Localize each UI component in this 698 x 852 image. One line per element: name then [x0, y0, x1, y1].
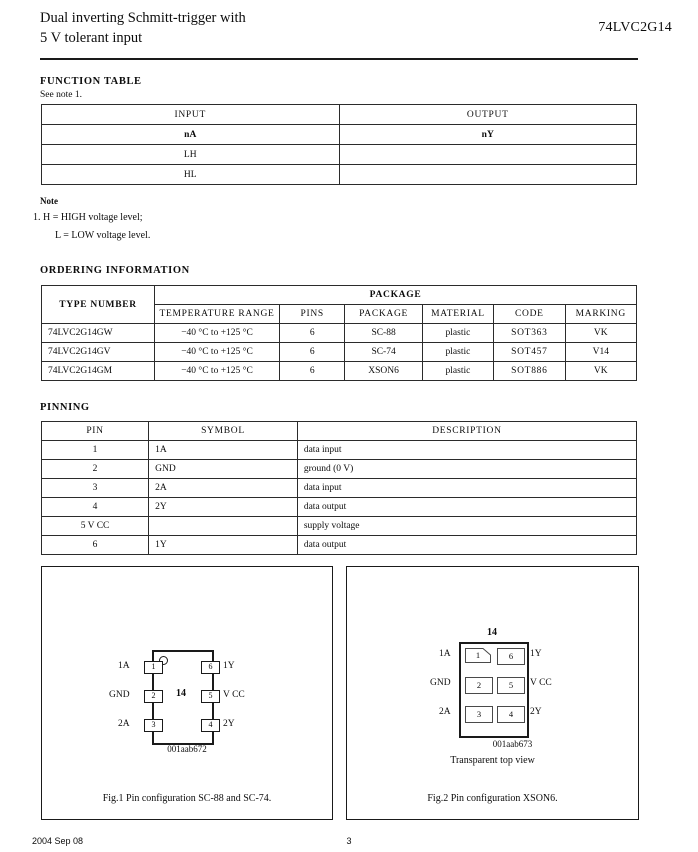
ordering-material: plastic: [422, 343, 493, 362]
figure-sc88-sc74: [41, 566, 333, 820]
ordering-temp: −40 °C to +125 °C: [155, 362, 280, 381]
pad-label-2a: 2A: [439, 707, 451, 717]
pinning-table: [41, 421, 637, 555]
pad-pin-1: [465, 648, 491, 663]
ordering-col-material: MATERIAL: [422, 305, 493, 324]
pinning-symbol: 2Y: [149, 498, 298, 517]
pinning-description: data output: [297, 498, 636, 517]
function-table-note-ref: See note 1.: [40, 90, 82, 100]
function-row-1-output: [339, 145, 637, 165]
ordering-package: SC-74: [345, 343, 422, 362]
figure-drawing-id: 001aab673: [492, 739, 533, 749]
ordering-heading: ORDERING INFORMATION: [40, 265, 190, 276]
table-row: [42, 362, 637, 381]
lead-label-1a: 1A: [118, 661, 130, 671]
figure-caption: Fig.2 Pin configuration XSON6.: [427, 793, 558, 804]
function-table: [41, 104, 637, 185]
ordering-col-marking: MARKING: [565, 305, 636, 324]
lead-pin-6: 6: [201, 661, 220, 674]
pinning-symbol: 2A: [149, 479, 298, 498]
document-title-line1: Dual inverting Schmitt-trigger with: [40, 10, 246, 26]
pad-label-2y: 2Y: [530, 707, 542, 717]
table-row: [42, 324, 637, 343]
pinning-description: data input: [297, 441, 636, 460]
part-number: 74LVC2G14: [598, 20, 672, 35]
lead-label-2a: 2A: [118, 719, 130, 729]
pinning-symbol: GND: [149, 460, 298, 479]
pinning-pin: 4: [42, 498, 149, 517]
pad-pin-3: 3: [465, 706, 493, 723]
table-row: [42, 517, 637, 536]
table-row: [42, 536, 637, 555]
function-group-input: INPUT: [42, 105, 340, 125]
figure-drawing-id: 001aab672: [167, 744, 207, 754]
lead-label-vcc: V CC: [223, 690, 245, 700]
ordering-col-pins: PINS: [279, 305, 344, 324]
table-row: [42, 105, 637, 125]
document-title: [40, 8, 370, 48]
pinning-col-description: DESCRIPTION: [297, 422, 636, 441]
package-body-label: 14: [176, 688, 186, 699]
ordering-code: SOT886: [494, 362, 565, 381]
lead-pin-1: 1: [144, 661, 163, 674]
function-sub-na: nA: [42, 125, 340, 145]
package-body-label: 14: [487, 627, 497, 638]
pad-label-1y: 1Y: [530, 649, 542, 659]
ordering-package: SC-88: [345, 324, 422, 343]
ordering-pins: 6: [279, 362, 344, 381]
ordering-col-package: PACKAGE: [345, 305, 422, 324]
pinning-pin: 6: [42, 536, 149, 555]
ordering-pins: 6: [279, 324, 344, 343]
pinning-description: data output: [297, 536, 636, 555]
ordering-package: XSON6: [345, 362, 422, 381]
pinning-col-symbol: SYMBOL: [149, 422, 298, 441]
ordering-group-package: PACKAGE: [155, 286, 637, 305]
function-row-2-input: HL: [42, 165, 340, 185]
ordering-material: plastic: [422, 362, 493, 381]
note-line-1: 1. H = HIGH voltage level;: [33, 212, 143, 223]
pad-label-gnd: GND: [430, 678, 451, 688]
ordering-pins: 6: [279, 343, 344, 362]
pinning-description: data input: [297, 479, 636, 498]
note-line-2: L = LOW voltage level.: [55, 230, 151, 241]
pinning-pin: 5 V CC: [42, 517, 149, 536]
function-group-output: OUTPUT: [339, 105, 637, 125]
lead-pin-4: 4: [201, 719, 220, 732]
lead-label-1y: 1Y: [223, 661, 235, 671]
lead-pin-3: 3: [144, 719, 163, 732]
ordering-col-type-number: TYPE NUMBER: [42, 286, 155, 324]
pad-pin-2: 2: [465, 677, 493, 694]
function-row-1-input: LH: [42, 145, 340, 165]
ordering-marking: V14: [565, 343, 636, 362]
pad-label-1a: 1A: [439, 649, 451, 659]
lead-pin-5: 5: [201, 690, 220, 703]
footer-date: 2004 Sep 08: [32, 836, 84, 846]
pinning-pin: 2: [42, 460, 149, 479]
pinning-symbol: [149, 517, 298, 536]
pinning-symbol: 1A: [149, 441, 298, 460]
ordering-col-code: CODE: [494, 305, 565, 324]
table-row: [42, 286, 637, 305]
table-row: [42, 422, 637, 441]
ordering-marking: VK: [565, 362, 636, 381]
ordering-material: plastic: [422, 324, 493, 343]
figure-subtitle: Transparent top view: [450, 755, 535, 766]
ordering-type: 74LVC2G14GV: [42, 343, 155, 362]
ordering-type: 74LVC2G14GW: [42, 324, 155, 343]
page-header: [40, 8, 658, 48]
pinning-heading: PINNING: [40, 402, 90, 413]
table-row: [42, 498, 637, 517]
header-divider: [40, 58, 638, 60]
function-row-2-output: [339, 165, 637, 185]
pinning-pin: 3: [42, 479, 149, 498]
pad-pin-5: 5: [497, 677, 525, 694]
lead-label-2y: 2Y: [223, 719, 235, 729]
table-row: [42, 165, 637, 185]
table-row: [42, 479, 637, 498]
note-heading: Note: [40, 196, 58, 206]
function-table-heading: FUNCTION TABLE: [40, 76, 142, 87]
table-row: [42, 343, 637, 362]
pinning-description: supply voltage: [297, 517, 636, 536]
document-title-line2: 5 V tolerant input: [40, 30, 143, 46]
table-row: [42, 460, 637, 479]
ordering-type: 74LVC2G14GM: [42, 362, 155, 381]
pinning-pin: 1: [42, 441, 149, 460]
pinning-symbol: 1Y: [149, 536, 298, 555]
ordering-temp: −40 °C to +125 °C: [155, 324, 280, 343]
figure-caption: Fig.1 Pin configuration SC-88 and SC-74.: [102, 793, 272, 804]
lead-pin-2: 2: [144, 690, 163, 703]
ordering-marking: VK: [565, 324, 636, 343]
table-row: [42, 441, 637, 460]
ordering-temp: −40 °C to +125 °C: [155, 343, 280, 362]
figure-xson6: [346, 566, 639, 820]
pad-pin-6: 6: [497, 648, 525, 665]
pad-pin-1-label: 1: [475, 650, 481, 660]
table-row: [42, 145, 637, 165]
ordering-code: SOT363: [494, 324, 565, 343]
pinning-col-pin: PIN: [42, 422, 149, 441]
pinning-description: ground (0 V): [297, 460, 636, 479]
pad-label-vcc: V CC: [530, 678, 552, 688]
pad-pin-4: 4: [497, 706, 525, 723]
lead-label-gnd: GND: [109, 690, 130, 700]
ordering-col-temperature-range: TEMPERATURE RANGE: [155, 305, 280, 324]
ordering-table: [41, 285, 637, 381]
table-row: [42, 125, 637, 145]
function-sub-ny: nY: [339, 125, 637, 145]
ordering-code: SOT457: [494, 343, 565, 362]
footer-page-number: 3: [346, 836, 352, 846]
